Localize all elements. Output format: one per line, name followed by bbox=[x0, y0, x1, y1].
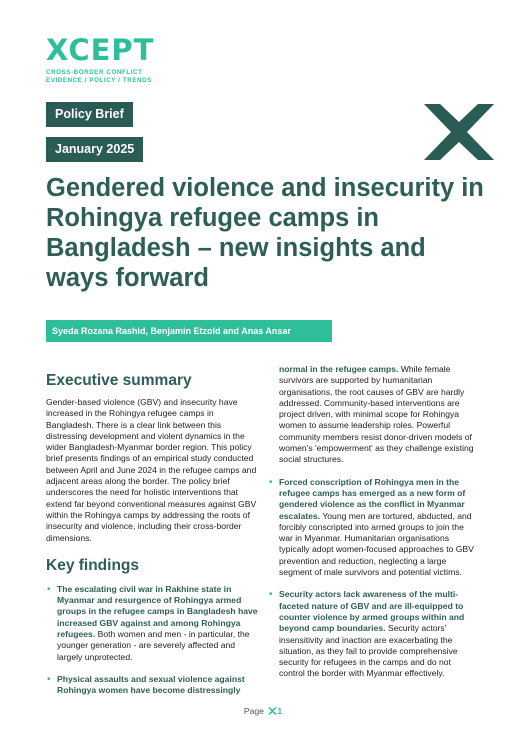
list-item bbox=[268, 477, 478, 579]
list-item bbox=[46, 584, 258, 663]
finding-text: While female survivors are supported by humanitarian organisations, the root causes of GBV are hardly addressed. Community-based interventions are project driven, with minimal scope for Rohingya women to assume leadership roles. Powerful community members resist donor-driven models of women's 'empowerment' as they challenge existing social structures. bbox=[279, 364, 474, 465]
list-item bbox=[268, 589, 478, 679]
page-label: Page bbox=[243, 706, 264, 716]
logo-tagline-2: EVIDENCE / POLICY / TRENDS bbox=[46, 77, 152, 84]
x-mark-icon bbox=[268, 707, 277, 715]
list-item bbox=[46, 674, 258, 697]
finding-text: Both women and men - in particular, the younger generation - are severely affected and largely unprotected. bbox=[57, 629, 250, 662]
logo-wordmark: XCEPT bbox=[46, 33, 155, 67]
key-findings-list-continued bbox=[268, 477, 478, 680]
finding-text: Security actors' insensitivity and inaction are exacerbating the situation, as they fail to provide comprehensive security for refugees in the camps and do not control the border with Myanmar effectively. bbox=[279, 623, 458, 679]
xcept-logo[interactable] bbox=[46, 33, 155, 85]
finding-bold: normal in the refugee camps. bbox=[279, 364, 399, 374]
right-column bbox=[268, 364, 478, 691]
finding-bold: Forced conscription of Rohingya men in the refugee camps has emerged as a new form of gendered violence as the conflict in Myanmar escalates. bbox=[279, 476, 466, 521]
document-type-badge: Policy Brief bbox=[46, 102, 133, 127]
authors-banner: Syeda Rozana Rashid, Benjamin Etzold and Anas Ansar bbox=[46, 320, 332, 342]
executive-summary-heading: Executive summary bbox=[46, 372, 192, 389]
executive-summary-text: Gender-based violence (GBV) and insecurity have increased in the Rohingya refugee camps in Bangladesh. There is a clear link between this distressing development and violent dynamics in the wider Bangladesh-Myanmar border region. This policy brief presents findings of an empirical study conducted between April and June 2024 in the refugee camps and adjacent areas along the border. The policy brief underscores the need for holistic interventions that extend far beyond conventional measures against GBV within the Rohingya camps by addressing the roots of insecurity and violence, including their cross-border dimensions. bbox=[46, 397, 257, 543]
left-column bbox=[46, 372, 258, 708]
finding-bold: Physical assaults and sexual violence against Rohingya women have become distressingly bbox=[57, 673, 245, 696]
x-mark-icon bbox=[424, 104, 494, 160]
date-badge: January 2025 bbox=[46, 137, 143, 162]
finding-continuation bbox=[268, 364, 478, 466]
logo-tagline-1: CROSS-BORDER CONFLICT bbox=[46, 69, 143, 76]
page-footer bbox=[0, 706, 526, 716]
finding-bold: Security actors lack awareness of the multi-faceted nature of GBV and are ill-equipped to counter violence by armed groups within and beyond camp boundaries. bbox=[279, 589, 465, 634]
page-number: 1 bbox=[277, 706, 283, 716]
key-findings-list bbox=[46, 584, 258, 697]
key-findings-heading: Key findings bbox=[46, 556, 140, 574]
finding-bold: The escalating civil war in Rakhine state in Myanmar and resurgence of Rohingya armed groups in the refugee camps in Bangladesh have increased GBV against and among Rohingya refugees. bbox=[57, 583, 258, 640]
page-title: Gendered violence and insecurity in Rohingya refugee camps in Bangladesh – new insights and ways forward bbox=[46, 174, 484, 292]
finding-text: Young men are tortured, abducted, and forcibly conscripted into armed groups to join the war in Myanmar. Humanitarian organisations typically adopt women-focused approaches to GBV prevention and reduction, neglecting a large segment of male survivors and potential victims. bbox=[279, 510, 474, 578]
